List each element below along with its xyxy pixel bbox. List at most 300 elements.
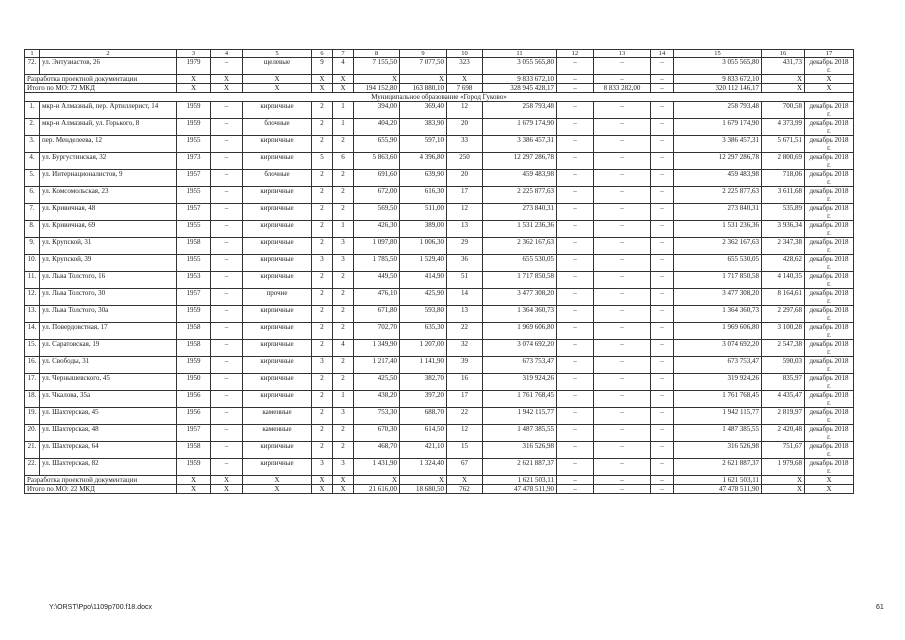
summary-cell: X [211,75,243,84]
table-cell: – [651,459,674,476]
table-cell: – [557,442,594,459]
address-cell: ул. Саратовская, 19 [40,340,177,357]
summary-row [25,75,854,84]
summary-cell: 1 621 503,11 [674,476,762,485]
address-cell: ул. Свободы, 31 [40,357,177,374]
table-cell: декабрь 2018 г. [805,153,854,170]
summary-cell: X [177,75,211,84]
summary-cell: X [312,75,333,84]
table-cell: декабрь 2018 г. [805,357,854,374]
table-cell: – [651,357,674,374]
summary-cell: X [211,84,243,93]
summary-cell: – [594,75,651,84]
table-cell: 382,70 [400,374,447,391]
address-cell: ул. Чернышевского, 45 [40,374,177,391]
table-cell: 1955 [177,221,211,238]
table-cell: 476,10 [354,289,400,306]
summary-cell: X [400,476,447,485]
table-cell: 1 717 850,58 [674,272,762,289]
table-cell: 33 [447,136,483,153]
table-cell: 13 [447,221,483,238]
table-cell: – [557,340,594,357]
table-cell: 9. [25,238,40,255]
summary-cell: 8 833 282,00 [594,84,651,93]
table-cell: 1955 [177,136,211,153]
summary-cell: 9 833 672,10 [483,75,557,84]
table-cell: 1 006,30 [400,238,447,255]
address-cell: ул. Льва Толстого, 16 [40,272,177,289]
table-cell: 3 074 692,20 [674,340,762,357]
summary-cell: 163 880,10 [400,84,447,93]
table-cell: 2 362 167,63 [674,238,762,255]
table-cell: 15. [25,340,40,357]
table-row [25,459,854,476]
summary-row [25,84,854,93]
table-cell: 1 207,00 [400,340,447,357]
table-cell: кирпичные [243,374,312,391]
table-cell: 2 [333,306,354,323]
table-cell: – [651,425,674,442]
table-cell: 459 483,98 [483,170,557,187]
table-cell: декабрь 2018 г. [805,272,854,289]
table-cell: 511,00 [400,204,447,221]
table-cell: – [557,170,594,187]
table-cell: – [651,272,674,289]
table-cell: 3 055 565,80 [483,58,557,75]
table-cell: блочные [243,119,312,136]
table-cell: декабрь 2018 г. [805,58,854,75]
table-cell: 1 097,80 [354,238,400,255]
section-title-row [25,93,854,102]
column-number: 2 [40,50,177,58]
summary-cell: X [447,75,483,84]
table-cell: декабрь 2018 г. [805,340,854,357]
table-cell: 394,00 [354,102,400,119]
table-cell: 1 979,68 [762,459,805,476]
column-number: 10 [447,50,483,58]
summary-label: Итого по МО: 22 МКД [25,485,177,494]
table-cell: 3 [312,255,333,272]
address-cell: ул. Интернационалистов, 9 [40,170,177,187]
table-row [25,238,854,255]
table-cell: 5 [312,153,333,170]
table-cell: – [651,102,674,119]
summary-cell: X [333,485,354,494]
table-cell: 1953 [177,272,211,289]
column-number: 17 [805,50,854,58]
summary-cell: X [762,84,805,93]
table-cell: кирпичные [243,187,312,204]
table-cell: 1 [333,119,354,136]
table-cell: 1958 [177,340,211,357]
table-cell: 835,97 [762,374,805,391]
table-cell: – [651,374,674,391]
table-cell: 250 [447,153,483,170]
table-cell: 1956 [177,391,211,408]
table-cell: 616,30 [400,187,447,204]
summary-cell: 194 152,80 [354,84,400,93]
table-cell: 421,10 [400,442,447,459]
table-cell: – [594,170,651,187]
table-cell: 21. [25,442,40,459]
table-cell: 15 [447,442,483,459]
table-cell: 751,67 [762,442,805,459]
table-cell: 1957 [177,425,211,442]
table-cell: 1 [333,221,354,238]
summary-cell: 18 680,50 [400,485,447,494]
table-cell: 1959 [177,357,211,374]
summary-cell: – [651,75,674,84]
table-cell: 3 477 308,20 [674,289,762,306]
table-cell: кирпичные [243,255,312,272]
table-cell: 2. [25,119,40,136]
table-cell: 369,40 [400,102,447,119]
table-cell: 11. [25,272,40,289]
table-cell: кирпичные [243,238,312,255]
summary-cell: X [177,84,211,93]
table-cell: каменные [243,408,312,425]
table-cell: 1958 [177,238,211,255]
table-cell: – [651,323,674,340]
summary-cell: X [177,485,211,494]
table-cell: кирпичные [243,391,312,408]
table-cell: 404,20 [354,119,400,136]
summary-cell: 47 478 511,90 [483,485,557,494]
column-number: 1 [25,50,40,58]
table-row [25,255,854,272]
table-cell: 3 074 692,20 [483,340,557,357]
table-cell: 2 [312,221,333,238]
summary-cell: – [557,485,594,494]
summary-cell: X [805,84,854,93]
address-cell: ул. Льва Толстого, 30а [40,306,177,323]
table-cell: – [557,58,594,75]
table-cell: 1 [333,391,354,408]
summary-cell: X [354,75,400,84]
summary-cell: 328 945 428,17 [483,84,557,93]
table-cell: – [211,58,243,75]
table-row [25,204,854,221]
table-cell: 32 [447,340,483,357]
table-cell: декабрь 2018 г. [805,459,854,476]
table-cell: 18. [25,391,40,408]
table-cell: 9 [312,58,333,75]
table-cell: 673 753,47 [674,357,762,374]
table-cell: 2 819,97 [762,408,805,425]
table-cell: 1 761 768,45 [674,391,762,408]
table-cell: 3 [312,357,333,374]
column-number: 9 [400,50,447,58]
table-cell: 2 [333,136,354,153]
table-cell: 2 [312,119,333,136]
table-cell: – [557,136,594,153]
column-number: 12 [557,50,594,58]
table-cell: – [651,408,674,425]
table-cell: 7. [25,204,40,221]
table-cell: 438,20 [354,391,400,408]
table-cell: – [211,272,243,289]
table-cell: 2 [333,187,354,204]
table-cell: – [557,102,594,119]
table-cell: 2 [312,136,333,153]
table-cell: 753,30 [354,408,400,425]
address-cell: ул. Кривичная, 48 [40,204,177,221]
column-number: 13 [594,50,651,58]
table-cell: декабрь 2018 г. [805,425,854,442]
table-cell: кирпичные [243,340,312,357]
table-cell: 1959 [177,102,211,119]
column-number: 8 [354,50,400,58]
table-cell: 273 840,31 [674,204,762,221]
table-row [25,58,854,75]
table-cell: 4 373,99 [762,119,805,136]
summary-cell: X [805,485,854,494]
table-cell: 1979 [177,58,211,75]
summary-cell: – [651,476,674,485]
table-cell: 12 [447,425,483,442]
column-number: 5 [243,50,312,58]
summary-cell: X [333,84,354,93]
table-cell: 36 [447,255,483,272]
table-cell: 4 435,47 [762,391,805,408]
summary-cell: X [354,476,400,485]
table-cell: 1950 [177,374,211,391]
table-cell: – [557,255,594,272]
table-cell: 1 942 115,77 [674,408,762,425]
summary-label: Разработка проектной документации [25,75,177,84]
table-cell: – [211,289,243,306]
table-cell: – [594,408,651,425]
table-cell: декабрь 2018 г. [805,408,854,425]
table-cell: – [557,187,594,204]
table-cell: кирпичные [243,357,312,374]
table-cell: декабрь 2018 г. [805,374,854,391]
column-number: 11 [483,50,557,58]
table-cell: 1957 [177,170,211,187]
table-cell: – [211,238,243,255]
table-cell: – [211,425,243,442]
table-cell: – [211,221,243,238]
table-cell: – [651,119,674,136]
table-cell: 319 924,26 [483,374,557,391]
table-cell: 12 [447,204,483,221]
table-cell: – [211,255,243,272]
table-cell: 5. [25,170,40,187]
table-cell: 3 [333,255,354,272]
footer-page-number: 61 [876,604,884,611]
table-cell: – [651,306,674,323]
table-cell: 2 [312,170,333,187]
column-number: 7 [333,50,354,58]
table-cell: 2 [312,391,333,408]
table-cell: 67 [447,459,483,476]
table-cell: 1 679 174,90 [674,119,762,136]
table-cell: – [594,442,651,459]
address-cell: ул. Шахтерская, 64 [40,442,177,459]
table-cell: – [211,187,243,204]
table-row [25,442,854,459]
table-cell: кирпичные [243,221,312,238]
table-cell: 14 [447,289,483,306]
table-cell: 2 347,38 [762,238,805,255]
table-cell: 1959 [177,459,211,476]
table-cell: 3 055 565,80 [674,58,762,75]
table-cell: 449,50 [354,272,400,289]
address-cell: ул. Льва Толстого, 30 [40,289,177,306]
table-cell: 425,50 [354,374,400,391]
table-cell: 2 621 887,37 [483,459,557,476]
table-cell: 2 [333,357,354,374]
table-cell: 12 [447,102,483,119]
table-cell: 1 531 236,36 [674,221,762,238]
document-sheet [24,49,854,494]
table-cell: 1973 [177,153,211,170]
table-cell: 7 155,50 [354,58,400,75]
table-cell: – [651,238,674,255]
table-cell: 1959 [177,119,211,136]
summary-cell: X [762,485,805,494]
table-cell: 1 349,90 [354,340,400,357]
summary-cell: – [651,84,674,93]
table-row [25,272,854,289]
table-row [25,340,854,357]
table-cell: – [211,408,243,425]
table-cell: 10. [25,255,40,272]
table-cell: 2 420,48 [762,425,805,442]
table-cell: 2 [312,408,333,425]
table-cell: кирпичные [243,442,312,459]
summary-cell: X [211,485,243,494]
table-cell: 718,06 [762,170,805,187]
table-cell: 4. [25,153,40,170]
table-cell: 4 140,35 [762,272,805,289]
table-cell: – [594,306,651,323]
table-cell: 22. [25,459,40,476]
table-row [25,119,854,136]
table-cell: – [557,374,594,391]
table-cell: – [594,238,651,255]
table-cell: – [651,255,674,272]
table-cell: 3 936,34 [762,221,805,238]
table-cell: 3 386 457,31 [483,136,557,153]
table-row [25,221,854,238]
table-cell: 2 [333,442,354,459]
table-cell: 702,70 [354,323,400,340]
table-cell: 655,90 [354,136,400,153]
table-cell: 19. [25,408,40,425]
table-row [25,102,854,119]
table-cell: – [594,153,651,170]
table-cell: 14. [25,323,40,340]
table-cell: 3 [333,408,354,425]
address-cell: ул. Энтузиастов, 26 [40,58,177,75]
table-cell: 2 [312,204,333,221]
table-cell: 20. [25,425,40,442]
table-cell: декабрь 2018 г. [805,170,854,187]
table-cell: – [594,58,651,75]
table-cell: – [211,119,243,136]
table-cell: 1956 [177,408,211,425]
table-row [25,425,854,442]
table-cell: – [651,136,674,153]
table-cell: 7 077,50 [400,58,447,75]
table-cell: – [651,221,674,238]
table-cell: – [211,153,243,170]
address-cell: ул. Шахтерская, 82 [40,459,177,476]
table-cell: – [651,340,674,357]
table-cell: кирпичные [243,459,312,476]
table-cell: 2 [312,340,333,357]
table-cell: 1 529,40 [400,255,447,272]
table-cell: – [557,323,594,340]
summary-cell: X [211,476,243,485]
summary-cell: X [333,75,354,84]
table-cell: 2 [312,238,333,255]
table-cell: 2 [333,170,354,187]
table-cell: 2 225 877,63 [674,187,762,204]
table-cell: кирпичные [243,204,312,221]
table-cell: кирпичные [243,306,312,323]
address-cell: ул. Кривичная, 69 [40,221,177,238]
summary-row [25,476,854,485]
address-cell: мкр-н Алмазный, пер. Артиллерист, 14 [40,102,177,119]
table-cell: – [211,102,243,119]
table-cell: 17 [447,391,483,408]
table-cell: 688,70 [400,408,447,425]
table-row [25,170,854,187]
table-cell: декабрь 2018 г. [805,204,854,221]
table-cell: 17. [25,374,40,391]
summary-cell: X [312,485,333,494]
table-cell: 2 [312,102,333,119]
summary-cell: – [651,485,674,494]
table-cell: 671,80 [354,306,400,323]
table-cell: – [594,119,651,136]
summary-cell: X [177,476,211,485]
table-cell: 319 924,26 [674,374,762,391]
table-cell: – [594,391,651,408]
table-cell: 4 396,80 [400,153,447,170]
table-cell: 2 [312,323,333,340]
table-cell: декабрь 2018 г. [805,136,854,153]
table-cell: декабрь 2018 г. [805,119,854,136]
summary-cell: – [557,84,594,93]
table-cell: – [594,272,651,289]
column-number: 4 [211,50,243,58]
table-cell: 2 621 887,37 [674,459,762,476]
table-cell: 1 969 606,80 [483,323,557,340]
table-cell: 13. [25,306,40,323]
table-cell: 258 793,48 [674,102,762,119]
table-cell: 593,80 [400,306,447,323]
table-cell: 8 164,61 [762,289,805,306]
summary-cell: X [805,476,854,485]
table-cell: – [557,153,594,170]
summary-cell: X [333,476,354,485]
table-cell: – [651,289,674,306]
table-cell: – [594,374,651,391]
table-row [25,306,854,323]
table-cell: 1 487 385,55 [483,425,557,442]
table-cell: 5 671,51 [762,136,805,153]
table-cell: – [211,170,243,187]
table-cell: 1 679 174,90 [483,119,557,136]
table-cell: – [594,136,651,153]
table-cell: 2 [333,204,354,221]
table-row [25,153,854,170]
table-cell: 3. [25,136,40,153]
column-number: 3 [177,50,211,58]
